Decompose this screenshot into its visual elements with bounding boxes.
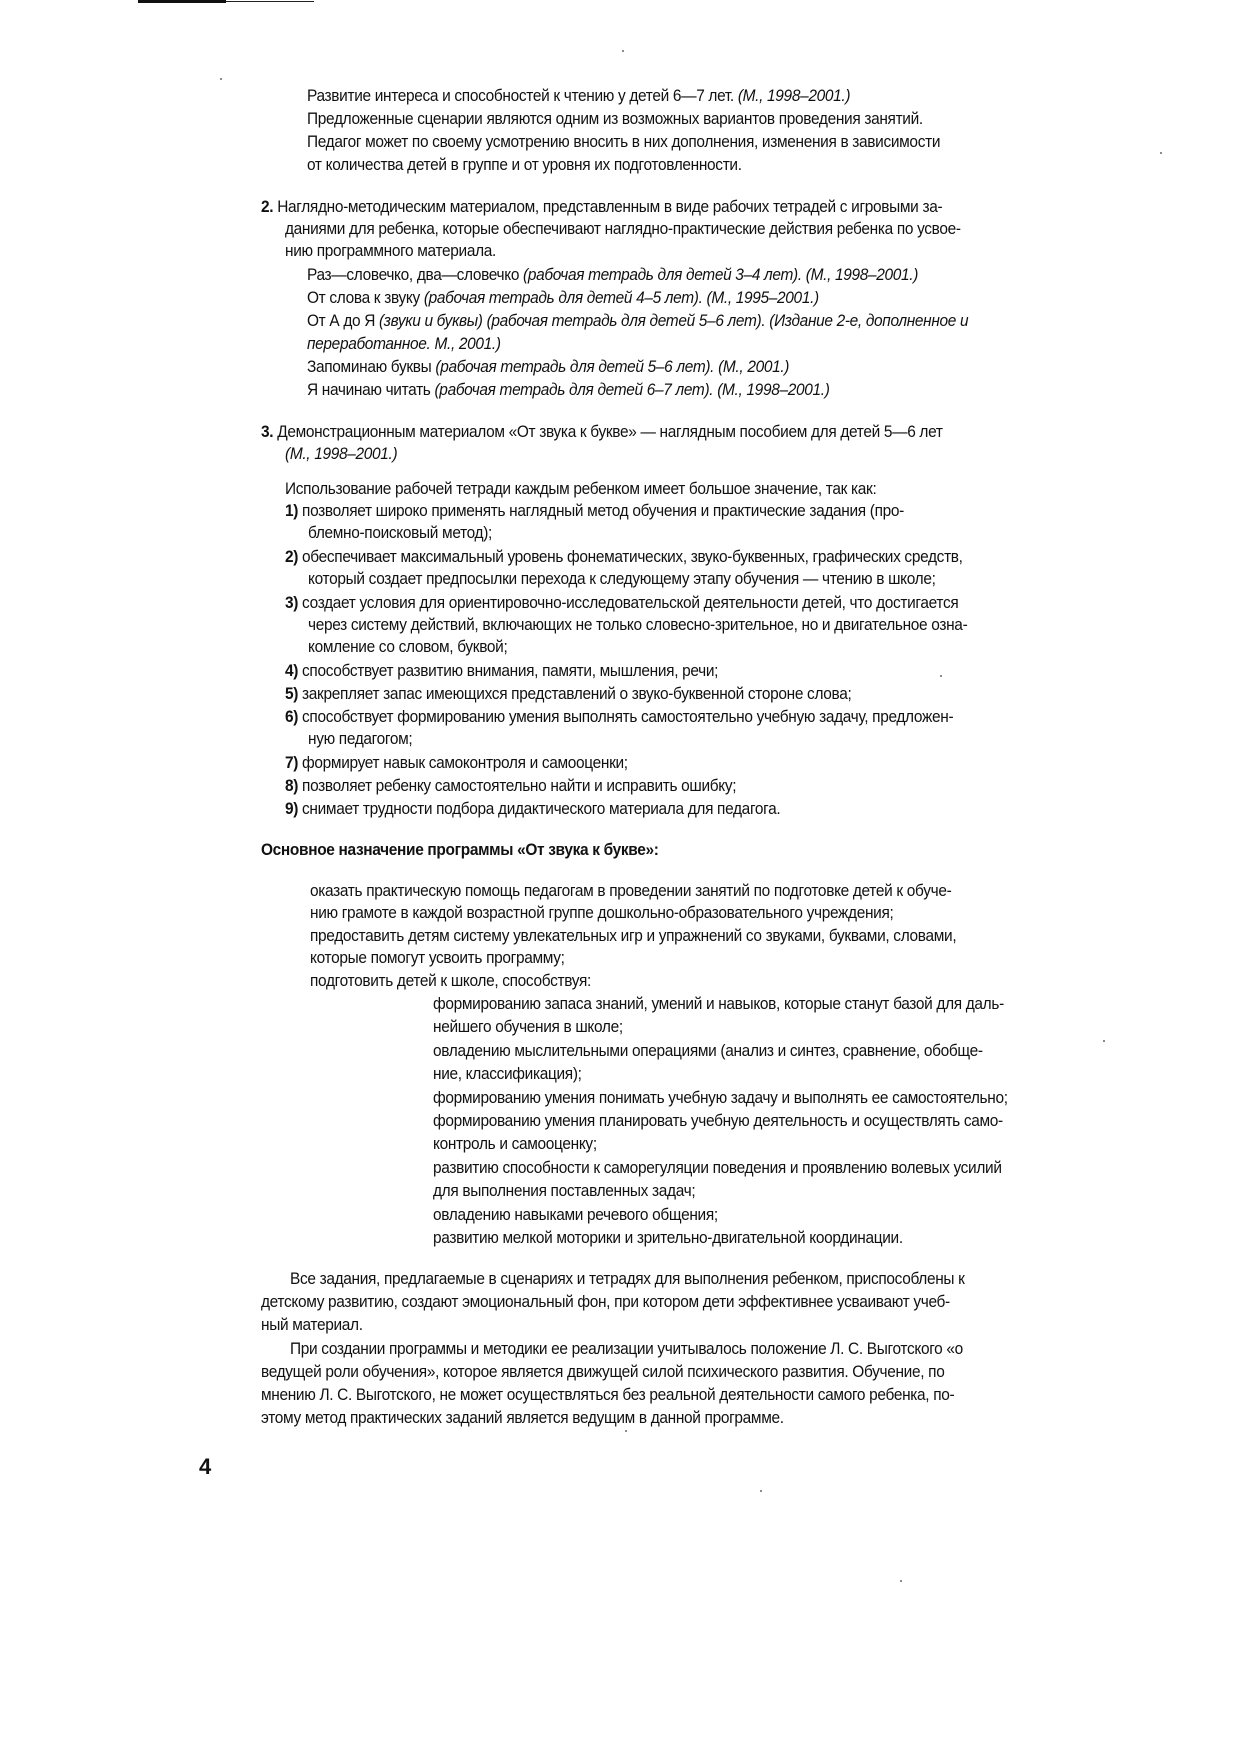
- usage-point: 5) закрепляет запас имеющихся представлений о звуко-буквенной стороне слова;: [285, 684, 852, 703]
- purpose-sub-line: овладению навыками речевого общения;: [433, 1205, 718, 1224]
- purpose-sub-line: формированию умения понимать учебную задачу и выполнять ее самостоятельно;: [433, 1088, 1008, 1107]
- book-entry: От А до Я (звуки и буквы) (рабочая тетрадь для детей 5–6 лет). (Издание 2-е, дополненное и: [307, 311, 969, 330]
- closing-line: ный материал.: [261, 1315, 363, 1334]
- intro-line: Педагог может по своему усмотрению вносить в них дополнения, изменения в зависимости: [307, 132, 941, 151]
- purpose-line: оказать практическую помощь педагогам в проведении занятий по подготовке детей к обуче-: [310, 881, 952, 900]
- purpose-sub-line: овладению мыслительными операциями (анализ и синтез, сравнение, обобще-: [433, 1041, 983, 1060]
- closing-line: этому метод практических заданий является ведущим в данной программе.: [261, 1408, 784, 1427]
- usage-point: 1) позволяет широко применять наглядный метод обучения и практические задания (про-: [285, 501, 904, 520]
- purpose-sub-line: для выполнения поставленных задач;: [433, 1181, 696, 1200]
- book-entry: Раз—словечко, два—словечко (рабочая тетрадь для детей 3–4 лет). (М., 1998–2001.): [307, 265, 919, 284]
- closing-line: При создании программы и методики ее реализации учитывалось положение Л. С. Выготского «о: [290, 1339, 963, 1358]
- scan-speck: [760, 1490, 762, 1492]
- purpose-sub-line: контроль и самооценку;: [433, 1134, 597, 1153]
- purpose-sub-line: развитию мелкой моторики и зрительно-двигательной координации.: [433, 1228, 903, 1247]
- scan-speck: [940, 675, 942, 677]
- closing-line: мнению Л. С. Выготского, не может осуществляться без реальной деятельности самого ребенка, по-: [261, 1385, 955, 1404]
- purpose-line: которые помогут усвоить программу;: [310, 948, 565, 967]
- usage-point: 6) способствует формированию умения выполнять самостоятельно учебную задачу, предложен-: [285, 707, 954, 726]
- usage-point: 4) способствует развитию внимания, памяти, мышления, речи;: [285, 661, 719, 680]
- intro-line: Предложенные сценарии являются одним из возможных вариантов проведения занятий.: [307, 109, 923, 128]
- usage-point: 8) позволяет ребенку самостоятельно найти и исправить ошибку;: [285, 776, 737, 795]
- scan-speck: [1160, 152, 1162, 154]
- purpose-line: подготовить детей к школе, способствуя:: [310, 971, 591, 990]
- item-3-line: 3. Демонстрационным материалом «От звука к букве» — наглядным пособием для детей 5—6 лет: [261, 422, 943, 441]
- workbook-usage-intro: Использование рабочей тетради каждым ребенком имеет большое значение, так как:: [285, 479, 877, 498]
- closing-line: детскому развитию, создают эмоциональный фон, при котором дети эффективнее усваивают учеб-: [261, 1292, 950, 1311]
- purpose-sub-line: формированию умения планировать учебную деятельность и осуществлять само-: [433, 1111, 1003, 1130]
- header-rule-thick: [138, 0, 226, 3]
- closing-line: ведущей роли обучения», которое является движущей силой психического развития. Обучение, по: [261, 1362, 945, 1381]
- purpose-sub-line: развитию способности к саморегуляции поведения и проявлению волевых усилий: [433, 1158, 1002, 1177]
- item-2-line: 2. Наглядно-методическим материалом, представленным в виде рабочих тетрадей с игровыми за-: [261, 197, 943, 216]
- usage-point: 7) формирует навык самоконтроля и самооценки;: [285, 753, 628, 772]
- scan-speck: [220, 78, 222, 80]
- purpose-line: предоставить детям систему увлекательных игр и упражнений со звуками, буквами, словами,: [310, 926, 957, 945]
- scan-speck: [1103, 1040, 1105, 1042]
- purpose-sub-line: ние, классификация);: [433, 1064, 582, 1083]
- intro-line: Развитие интереса и способностей к чтению у детей 6—7 лет. (М., 1998–2001.): [307, 86, 851, 105]
- scan-speck: [625, 1430, 627, 1432]
- purpose-sub-line: нейшего обучения в школе;: [433, 1017, 623, 1036]
- purpose-line: нию грамоте в каждой возрастной группе дошкольно-образовательного учреждения;: [310, 903, 894, 922]
- purpose-sub-line: формированию запаса знаний, умений и навыков, которые станут базой для даль-: [433, 994, 1004, 1013]
- book-entry: Я начинаю читать (рабочая тетрадь для детей 6–7 лет). (М., 1998–2001.): [307, 380, 830, 399]
- usage-point-cont: который создает предпосылки перехода к следующему этапу обучения — чтению в школе;: [308, 569, 936, 588]
- usage-point: 9) снимает трудности подбора дидактического материала для педагога.: [285, 799, 781, 818]
- item-2-line: нию программного материала.: [285, 241, 497, 260]
- book-entry: Запоминаю буквы (рабочая тетрадь для детей 5–6 лет). (М., 2001.): [307, 357, 790, 376]
- book-entry: От слова к звуку (рабочая тетрадь для детей 4–5 лет). (М., 1995–2001.): [307, 288, 819, 307]
- closing-line: Все задания, предлагаемые в сценариях и тетрадях для выполнения ребенком, приспособлены к: [290, 1269, 965, 1288]
- header-rule-thin: [226, 1, 314, 2]
- usage-point: 3) создает условия для ориентировочно-исследовательской деятельности детей, что достигается: [285, 593, 959, 612]
- purpose-heading: Основное назначение программы «От звука к букве»:: [261, 840, 659, 859]
- item-2-line: даниями для ребенка, которые обеспечивают наглядно-практические действия ребенка по усвое-: [285, 219, 961, 238]
- usage-point: 2) обеспечивает максимальный уровень фонематических, звуко-буквенных, графических средств,: [285, 547, 963, 566]
- usage-point-cont: через систему действий, включающих не только словесно-зрительное, но и двигательное озна-: [308, 615, 968, 634]
- book-entry: переработанное. М., 2001.): [307, 334, 501, 353]
- usage-point-cont: блемно-поисковый метод);: [308, 523, 493, 542]
- usage-point-cont: ную педагогом;: [308, 729, 413, 748]
- scan-speck: [622, 50, 624, 52]
- usage-point-cont: комление со словом, буквой;: [308, 637, 508, 656]
- page-number: 4: [199, 1454, 212, 1479]
- item-3-line: (М., 1998–2001.): [285, 444, 398, 463]
- intro-line: от количества детей в группе и от уровня их подготовленности.: [307, 155, 742, 174]
- scan-speck: [900, 1580, 902, 1582]
